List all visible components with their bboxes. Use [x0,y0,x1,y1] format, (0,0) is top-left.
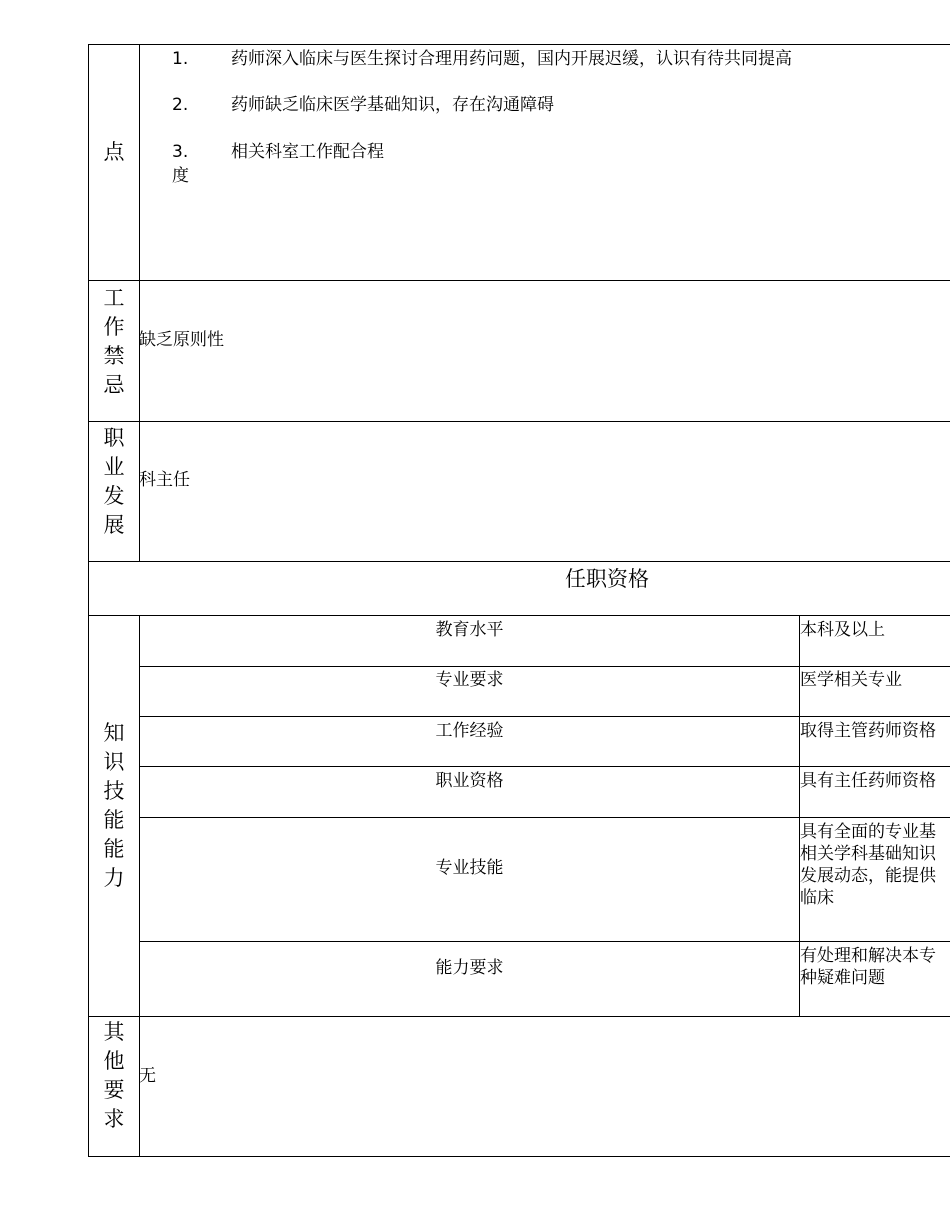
row-divider [139,941,950,942]
list-item-text: 相关科室工作配合程 [231,142,384,162]
row-divider [88,561,950,562]
qualification-row-value: 取得主管药师资格 [800,721,936,741]
list-item-number: 3. [172,142,189,162]
qualification-row-value: 有处理和解决本专 种疑难问题 [800,946,936,988]
list-item-number: 1. [172,49,189,69]
row-divider [139,817,950,818]
other-label: 其 他 要 求 [103,1020,125,1131]
qualification-row-label: 专业要求 [435,670,504,690]
career-label: 职 业 发 展 [103,426,125,537]
career-value: 科主任 [139,470,190,490]
list-item-number: 2. [172,95,189,115]
list-item-text: 药师深入临床与医生探讨合理用药问题，国内开展迟缓，认识有待共同提高 [231,49,792,69]
taboos-value: 缺乏原则性 [139,330,224,350]
qualification-row-value: 本科及以上 [800,620,885,640]
list-item-text: 药师缺乏临床医学基础知识，存在沟通障碍 [231,95,554,115]
row-divider [88,1016,950,1017]
taboos-label: 工 作 禁 忌 [103,286,125,397]
qualification-row-label: 工作经验 [435,721,504,741]
qualification-row-label: 专业技能 [435,858,504,878]
qualifications-group-label: 知 识 技 能 能 力 [103,721,125,890]
other-value: 无 [139,1066,156,1086]
list-item-continuation: 度 [172,166,189,186]
qualification-row-value: 医学相关专业 [800,670,902,690]
row-divider [139,716,950,717]
row-divider [139,766,950,767]
qualifications-title: 任职资格 [565,567,649,591]
qualification-row-value: 具有主任药师资格 [800,771,936,791]
qualification-row-value: 具有全面的专业基 相关学科基础知识 发展动态，能提供 临床 [800,822,936,908]
row-divider [88,421,950,422]
row-divider [88,615,950,616]
row-divider [88,280,950,281]
table-border-bottom [88,1156,950,1157]
qualification-row-label: 职业资格 [435,771,504,791]
difficulties-label: 点 [103,140,125,164]
table-border-top [88,44,950,45]
qualification-row-label: 教育水平 [435,620,504,640]
table-border-left [88,44,89,1157]
row-divider [139,666,950,667]
qualification-row-label: 能力要求 [435,958,504,978]
